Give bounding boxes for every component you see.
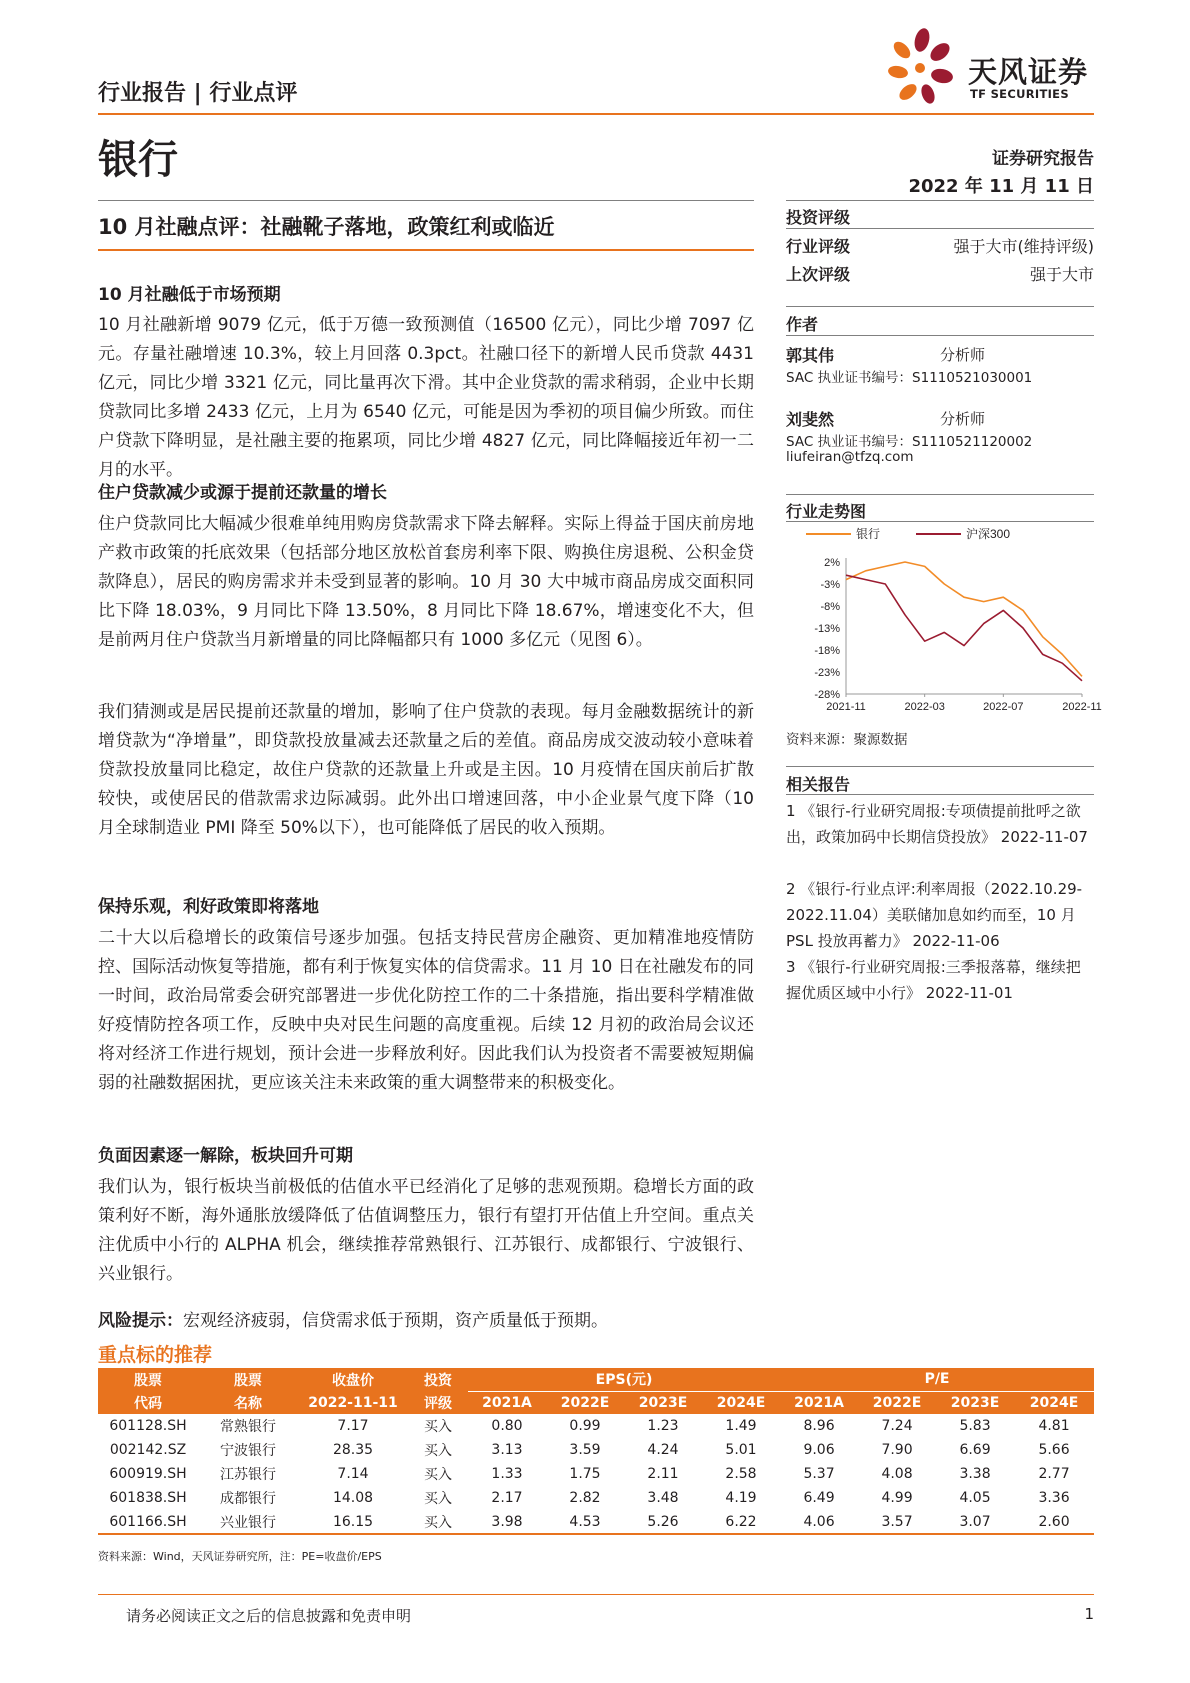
- table-cell: 28.35: [332, 1442, 374, 1458]
- footer-rule: [98, 1594, 1094, 1595]
- report-category: 行业报告 | 行业点评: [98, 81, 298, 106]
- section-paragraph: 我们猜测或是居民提前还款量的增加，影响了住户贷款的表现。每月金融数据统计的新增贷款为“净增量”，即贷款投放量减去还款量之后的差值。商品房成交波动较小意味着贷款投放量同比稳定，故住户贷款的还款量上升或是主因。10 月疫情在国庆前后扩散较快，或使居民的借款需求边际减弱。此外出口增速回落，中小企业景气度下降（10 月全球制造业 PMI 降至 50%以下），也可能降低了居民的收入预期。: [98, 702, 754, 838]
- risk-label: 风险提示：: [98, 1311, 183, 1331]
- col-header: 2024E: [702, 1391, 780, 1414]
- table-cell: 兴业银行: [220, 1514, 276, 1531]
- trend-top-rule: [786, 494, 1094, 495]
- industry-rating-label: 行业评级: [786, 237, 851, 256]
- report-title: 10 月社融点评：社融靴子落地，政策红利或临近: [98, 215, 555, 239]
- table-cell: 3.98: [491, 1513, 523, 1530]
- table-cell: 5.01: [725, 1442, 757, 1458]
- prev-rating-value: 强于大市: [1029, 265, 1094, 284]
- chart-x-tick-label: 2022-11: [1062, 701, 1102, 713]
- risk-warning: [98, 1306, 608, 1331]
- table-cell: 4.99: [881, 1490, 913, 1506]
- table-cell: 2.17: [491, 1490, 523, 1506]
- prev-rating-label: 上次评级: [786, 265, 851, 284]
- header-divider: [98, 113, 1094, 115]
- chart-y-tick-label: -18%: [814, 645, 840, 657]
- author-cert: SAC 执业证书编号：S1110521120002: [786, 434, 1033, 450]
- chart-y-tick-label: 2%: [824, 557, 840, 569]
- table-source: 资料来源：Wind，天风证券研究所，注：PE=收盘价/EPS: [98, 1550, 382, 1563]
- chart-legend-label: 沪深300: [966, 527, 1011, 541]
- col-header: 2023E: [936, 1391, 1014, 1414]
- table-cell: 1.23: [647, 1418, 679, 1434]
- col-header: 投资: [408, 1368, 468, 1391]
- industry-rating-value: 强于大市(维持评级): [953, 237, 1094, 256]
- related-top-rule: [786, 766, 1094, 767]
- table-cell: 3.07: [959, 1513, 991, 1530]
- table-cell: 9.06: [803, 1442, 835, 1458]
- section-heading: 负面因素逐一解除，板块回升可期: [98, 1146, 353, 1166]
- table-cell: 0.99: [569, 1418, 601, 1434]
- table-cell: 601166.SH: [109, 1513, 187, 1530]
- chart-x-tick-label: 2022-03: [904, 701, 945, 713]
- table-cell: 7.14: [337, 1466, 369, 1482]
- table-cell: 3.59: [569, 1442, 601, 1458]
- table-cell: 6.22: [725, 1513, 757, 1530]
- col-header: 评级: [408, 1391, 468, 1414]
- col-header: 收盘价: [298, 1368, 408, 1391]
- footer-disclaimer: 请务必阅读正文之后的信息披露和免责申明: [126, 1607, 412, 1625]
- chart-y-tick-label: -8%: [820, 601, 840, 613]
- col-header: 2021A: [468, 1391, 546, 1414]
- table-row: [98, 1414, 1094, 1438]
- col-header: 2022-11-11: [298, 1391, 408, 1414]
- section-paragraph: 10 月社融新增 9079 亿元，低于万德一致预测值（16500 亿元），同比少增 7097 亿元。存量社融增速 10.3%，较上月回落 0.3pct。社融口径下的新增人民币贷款 4431 亿元，同比少增 3321 亿元，同比量再次下滑。其中企业贷款的需求稍弱，企业中长期贷款同比多增 2433 亿元，上月为 6540 亿元，可能是因为季初的项目偏少所致。而住户贷款下降明显，是社融主要的拖累项，同比少增 4827 亿元，同比降幅接近年初一二月的水平。: [98, 315, 754, 480]
- section-paragraph: 住户贷款同比大幅减少很难单纯用购房贷款需求下降去解释。实际上得益于国庆前房地产救市政策的托底效果（包括部分地区放松首套房利率下限、购换住房退税、公积金贷款降息），居民的购房需求并未受到显著的影响。10 月 30 大中城市商品房成交面积同比下降 18.03%，9 月同比下降 13.50%，8 月同比下降 18.67%，增速变化不大，但是前两月住户贷款当月新增量的同比降幅都只有 1000 多亿元（见图 6）。: [98, 514, 754, 650]
- table-cell: 2.77: [1038, 1466, 1070, 1482]
- table-cell: 601838.SH: [109, 1490, 187, 1506]
- table-cell: 4.24: [647, 1442, 679, 1458]
- col-header: 2022E: [858, 1391, 936, 1414]
- table-cell: 买入: [424, 1443, 452, 1459]
- author-email[interactable]: liufeiran@tfzq.com: [786, 449, 914, 465]
- author-name: 郭其伟: [786, 346, 835, 365]
- trend-heading: 行业走势图: [786, 502, 867, 521]
- industry-trend-chart: [786, 522, 1102, 722]
- related-rule: [786, 794, 1094, 795]
- table-cell: 4.81: [1038, 1418, 1070, 1434]
- col-header: 股票: [98, 1368, 198, 1391]
- sidebar-top-rule: [786, 200, 1094, 201]
- chart-y-tick-label: -13%: [814, 623, 840, 635]
- table-row: [98, 1486, 1094, 1510]
- table-cell: 2.60: [1038, 1513, 1070, 1530]
- trend-source: 资料来源：聚源数据: [786, 732, 908, 748]
- section-heading: 住户贷款减少或源于提前还款量的增长: [98, 483, 387, 503]
- industry-name: 银行: [98, 137, 178, 183]
- chart-legend-label: 银行: [856, 527, 881, 541]
- table-cell: 002142.SZ: [109, 1442, 187, 1458]
- rating-heading: 投资评级: [786, 208, 851, 227]
- chart-series-line: [846, 562, 1082, 676]
- table-cell: 2.82: [569, 1490, 601, 1506]
- related-report-item[interactable]: 3 《银行-行业研究周报:三季报落幕，继续把握优质区域中小行》 2022-11-01: [786, 958, 1081, 1002]
- chart-x-tick-label: 2021-11: [826, 701, 866, 713]
- table-cell: 601128.SH: [109, 1418, 187, 1434]
- section-heading: 10 月社融低于市场预期: [98, 285, 281, 305]
- logo-text-cn: 天风证券: [968, 55, 1089, 89]
- table-cell: 5.66: [1038, 1442, 1070, 1458]
- table-cell: 6.49: [803, 1490, 835, 1506]
- table-cell: 5.26: [647, 1513, 679, 1530]
- table-cell: 7.90: [881, 1442, 913, 1458]
- title-top-rule: [98, 200, 754, 201]
- author-heading: 作者: [786, 315, 819, 334]
- title-bottom-rule: [98, 249, 754, 251]
- table-cell: 7.17: [337, 1418, 369, 1434]
- table-cell: 2.58: [725, 1466, 757, 1482]
- table-cell: 6.69: [959, 1442, 991, 1458]
- table-cell: 买入: [424, 1467, 452, 1483]
- eps-group-header: EPS(元): [468, 1368, 780, 1391]
- pe-group-header: P/E: [780, 1368, 1094, 1391]
- table-cell: 8.96: [803, 1418, 835, 1434]
- table-cell: 4.08: [881, 1466, 913, 1482]
- table-cell: 江苏银行: [220, 1467, 276, 1483]
- chart-y-tick-label: -23%: [814, 667, 840, 679]
- col-header: 2021A: [780, 1391, 858, 1414]
- table-cell: 4.06: [803, 1513, 835, 1530]
- report-date: 2022 年 11 月 11 日: [908, 176, 1094, 197]
- chart-y-tick-label: -3%: [820, 579, 840, 591]
- stock-recommendation-table: [98, 1368, 1094, 1535]
- chart-series-line: [846, 575, 1082, 681]
- table-cell: 1.33: [491, 1466, 523, 1482]
- table-row: [98, 1510, 1094, 1534]
- section-paragraph: 我们认为，银行板块当前极低的估值水平已经消化了足够的悲观预期。稳增长方面的政策利好不断，海外通胀放缓降低了估值调整压力，银行有望打开估值上升空间。重点关注优质中小行的 ALPHA 机会，继续推荐常熟银行、江苏银行、成都银行、宁波银行、兴业银行。: [98, 1177, 754, 1284]
- col-header: 2022E: [546, 1391, 624, 1414]
- table-cell: 16.15: [332, 1513, 374, 1530]
- page-number: 1: [1084, 1605, 1094, 1623]
- table-cell: 5.83: [959, 1418, 991, 1434]
- table-cell: 买入: [424, 1491, 452, 1507]
- table-cell: 5.37: [803, 1466, 835, 1482]
- related-report-item[interactable]: 2 《银行-行业点评:利率周报（2022.10.29-2022.11.04）美联储加息如约而至，10 月 PSL 投放再蓄力》 2022-11-06: [786, 880, 1083, 950]
- rating-rule: [786, 228, 1094, 229]
- table-cell: 3.38: [959, 1466, 991, 1482]
- table-cell: 1.49: [725, 1418, 757, 1434]
- table-cell: 3.57: [881, 1513, 913, 1530]
- author-rule: [786, 335, 1094, 336]
- author-top-rule: [786, 306, 1094, 307]
- section-paragraph: 二十大以后稳增长的政策信号逐步加强。包括支持民营房企融资、更加精准地疫情防控、国际活动恢复等措施，都有利于恢复实体的信贷需求。11 月 10 日在社融发布的同一时间，政治局常委会研究部署进一步优化防控工作的二十条措施，指出要科学精准做好疫情防控各项工作，反映中央对民生问题的高度重视。后续 12 月初的政治局会议还将对经济工作进行规划，预计会进一步释放利好。因此我们认为投资者不需要被短期偏弱的社融数据困扰，更应该关注未来政策的重大调整带来的积极变化。: [98, 928, 754, 1093]
- table-cell: 常熟银行: [220, 1419, 276, 1435]
- col-header: 名称: [198, 1391, 298, 1414]
- risk-text: 宏观经济疲弱，信贷需求低于预期，资产质量低于预期。: [183, 1311, 608, 1331]
- chart-x-tick-label: 2022-07: [983, 701, 1024, 713]
- table-cell: 宁波银行: [220, 1443, 276, 1459]
- author-role: 分析师: [940, 410, 986, 428]
- table-row: [98, 1438, 1094, 1462]
- table-cell: 成都银行: [220, 1491, 276, 1507]
- logo-text-en: TF SECURITIES: [970, 87, 1069, 101]
- table-cell: 4.53: [569, 1513, 601, 1530]
- table-cell: 3.48: [647, 1490, 679, 1506]
- section-heading: 保持乐观，利好政策即将落地: [98, 897, 319, 917]
- logo-mark-icon: [882, 26, 962, 106]
- col-header: 2024E: [1014, 1391, 1094, 1414]
- table-cell: 3.13: [491, 1442, 523, 1458]
- related-heading: 相关报告: [786, 775, 851, 794]
- chart-y-tick-label: -28%: [814, 689, 840, 701]
- table-cell: 1.75: [569, 1466, 601, 1482]
- table-cell: 买入: [424, 1514, 452, 1531]
- table-cell: 0.80: [491, 1418, 523, 1434]
- table-cell: 7.24: [881, 1418, 913, 1434]
- table-cell: 2.11: [647, 1466, 679, 1482]
- table-cell: 600919.SH: [109, 1466, 187, 1482]
- table-row: [98, 1462, 1094, 1486]
- table-cell: 买入: [424, 1419, 452, 1435]
- table-cell: 14.08: [332, 1490, 374, 1506]
- stock-table-title: 重点标的推荐: [98, 1344, 213, 1366]
- author-cert: SAC 执业证书编号：S1110521030001: [786, 370, 1033, 386]
- table-cell: 3.36: [1038, 1490, 1070, 1506]
- col-header: 代码: [98, 1391, 198, 1414]
- table-cell: 4.05: [959, 1490, 991, 1506]
- author-role: 分析师: [940, 346, 986, 364]
- related-report-item[interactable]: 1 《银行-行业研究周报:专项债提前批呼之欲出，政策加码中长期信贷投放》 2022-11-07: [786, 802, 1088, 846]
- author-name: 刘斐然: [786, 410, 835, 429]
- col-header: 股票: [198, 1368, 298, 1391]
- col-header: 2023E: [624, 1391, 702, 1414]
- table-header-row: [98, 1368, 1094, 1391]
- report-type: 证券研究报告: [992, 149, 1094, 169]
- table-header-row: [98, 1391, 1094, 1414]
- table-cell: 4.19: [725, 1490, 757, 1506]
